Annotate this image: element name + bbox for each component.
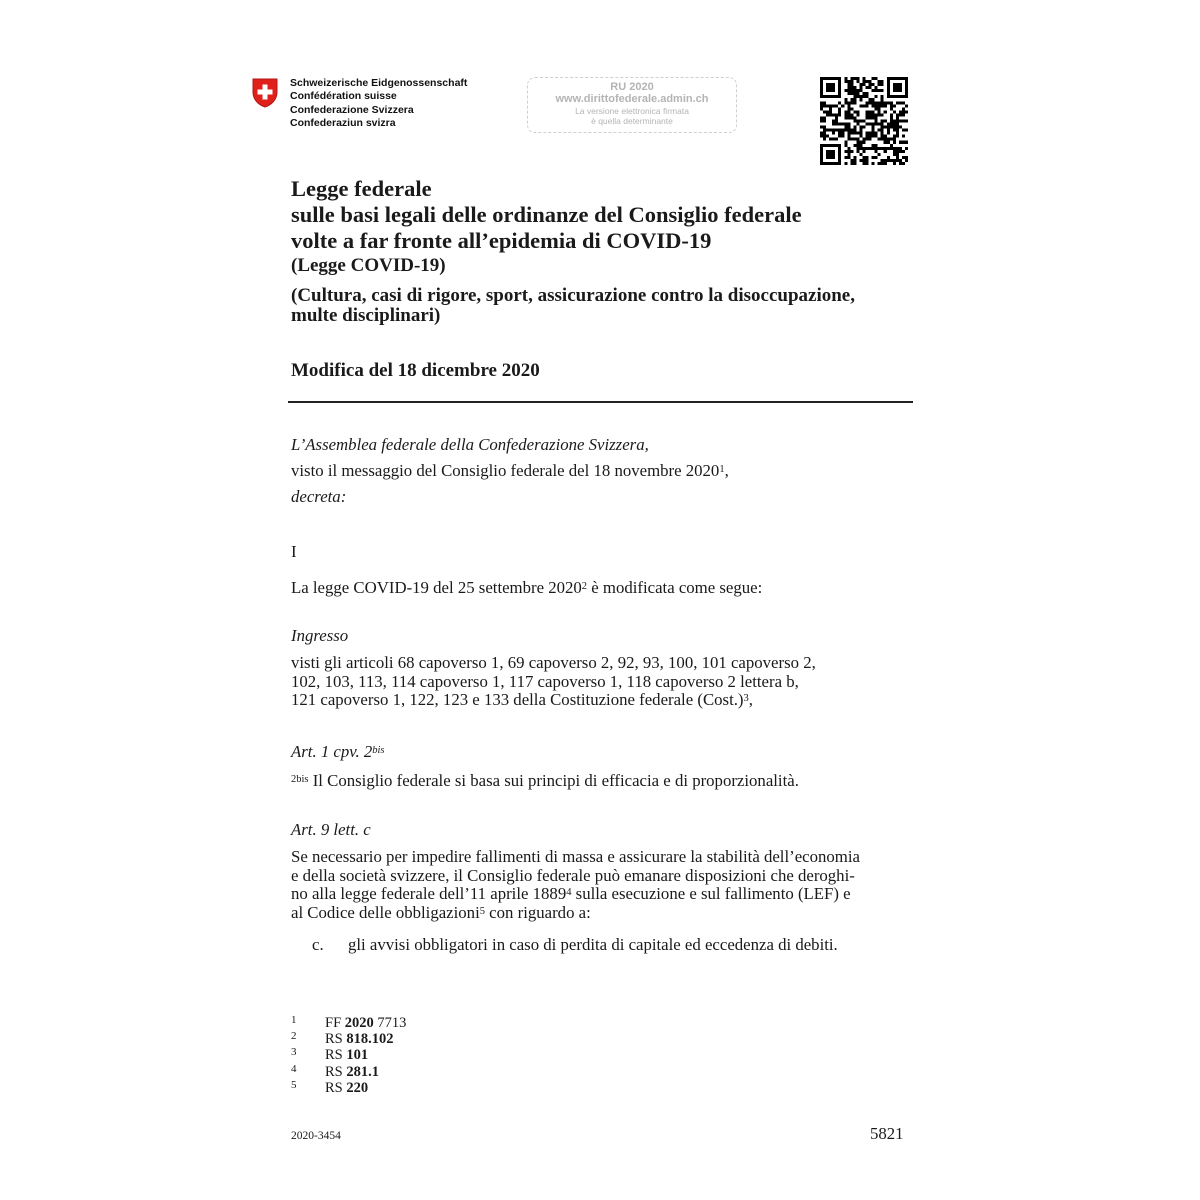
message-tail: , xyxy=(724,461,729,480)
footnote-text xyxy=(325,1047,368,1063)
footnote-prefix: FF xyxy=(325,1015,345,1031)
confederation-name-fr: Confédération suisse xyxy=(290,90,397,103)
amendment-intro xyxy=(291,577,762,598)
ingresso-paragraph xyxy=(291,654,911,710)
confederation-name-rm: Confederaziun svizra xyxy=(290,117,396,130)
confederation-name-it: Confederazione Svizzera xyxy=(290,103,414,116)
footnote-prefix: RS xyxy=(325,1047,347,1064)
qr-code-icon xyxy=(820,77,908,165)
stamp-note-line2: è quella determinante xyxy=(591,116,673,126)
footnote-number: 5 xyxy=(291,1078,297,1091)
footnote-ref: 3 xyxy=(743,693,749,705)
footnote-number: 4 xyxy=(291,1062,297,1075)
message-line xyxy=(291,460,729,481)
footnote-bold: 101 xyxy=(346,1047,369,1064)
article-9-line4-text: al Codice delle obbligazioni xyxy=(291,902,480,922)
footnote-suffix: 7713 xyxy=(373,1015,407,1031)
article-1-heading-text: Art. 1 cpv. 2 xyxy=(291,742,373,761)
footnote-text xyxy=(325,1064,379,1080)
ingresso-line xyxy=(291,691,911,710)
article-9-line: Se necessario per impedire fallimenti di massa e assicurare la stabilità dell’economia xyxy=(291,847,860,866)
intro-tail: è modificata come segue: xyxy=(587,578,763,597)
footnote-ref: 1 xyxy=(719,464,725,475)
title-line: volte a far fronte all’epidemia di COVID-19 xyxy=(291,228,712,253)
ingresso-heading: Ingresso xyxy=(291,626,349,645)
footnote-ref: 4 xyxy=(566,887,572,899)
decree-line: decreta: xyxy=(291,487,347,506)
footnote-prefix: RS xyxy=(325,1079,347,1096)
footnote-bold: 220 xyxy=(346,1079,369,1096)
ingresso-line: visti gli articoli 68 capoverso 1, 69 capoverso 2, 92, 93, 100, 101 capoverso 2, xyxy=(291,653,816,672)
modification-date: Modifica del 18 dicembre 2020 xyxy=(291,360,540,381)
amendment-subject xyxy=(291,286,855,326)
article-1-heading xyxy=(291,741,385,762)
article-9-line xyxy=(291,885,911,904)
confederation-name-block xyxy=(290,77,467,131)
page-number: 5821 xyxy=(870,1124,904,1143)
footnote-number: 1 xyxy=(291,1014,297,1026)
title-line: Legge federale xyxy=(291,176,432,201)
footnote-bold: 281.1 xyxy=(346,1063,379,1080)
article-9-line3-tail: sulla esecuzione e sul fallimento (LEF) e xyxy=(571,884,851,904)
subject-line: (Cultura, casi di rigore, sport, assicurazione contro la disoccupazione, xyxy=(291,285,855,306)
stamp-website: www.dirittofederale.admin.ch xyxy=(555,93,709,105)
footnote-bold: 2020 xyxy=(344,1015,374,1031)
ingresso-line: 102, 103, 113, 114 capoverso 1, 117 capoverso 1, 118 capoverso 2 lettera b, xyxy=(291,671,799,691)
message-text: visto il messaggio del Consiglio federale del 18 novembre 2020 xyxy=(291,461,720,480)
article-1-text: Il Consiglio federale si basa sui principi di efficacia e di proporzionalità. xyxy=(308,771,799,790)
footnote-number: 3 xyxy=(291,1046,297,1059)
list-item-text: gli avvisi obbligatori in caso di perdita di capitale ed eccedenza di debiti. xyxy=(348,935,838,954)
swiss-cross-icon xyxy=(252,78,278,108)
article-9-line xyxy=(291,904,911,923)
confederation-name-de: Schweizerische Eidgenossenschaft xyxy=(290,77,468,89)
article-9-line3-text: no alla legge federale dell’11 aprile 1889 xyxy=(291,884,567,904)
footnote-text xyxy=(325,1015,406,1031)
stamp-collection: RU 2020 xyxy=(610,81,654,93)
section-numeral: I xyxy=(291,542,297,561)
article-1-paragraph xyxy=(291,770,799,791)
ingresso-last-tail: , xyxy=(748,690,753,710)
paragraph-number: 2bis xyxy=(291,774,309,785)
divider xyxy=(288,401,913,403)
ingresso-last-text: 121 capoverso 1, 122, 123 e 133 della Costituzione federale (Cost.) xyxy=(291,690,744,710)
footnote-prefix: RS xyxy=(325,1063,347,1080)
footnote-prefix: RS xyxy=(325,1031,347,1048)
article-9-paragraph xyxy=(291,848,911,922)
footnote-ref: 5 xyxy=(479,905,485,917)
footnote-bold: 818.102 xyxy=(346,1031,394,1048)
intro-text: La legge COVID-19 del 25 settembre 2020 xyxy=(291,578,582,597)
official-publication-stamp xyxy=(527,77,737,133)
footnote-text xyxy=(325,1031,394,1047)
footnote-ref: 2 xyxy=(581,581,588,592)
stamp-note-line1: La versione elettronica firmata xyxy=(575,106,689,116)
list-item-letter: c. xyxy=(312,935,324,954)
footnote-text xyxy=(325,1080,368,1096)
law-title xyxy=(291,176,802,254)
subject-line: multe disciplinari) xyxy=(291,305,441,326)
article-9-line4-tail: con riguardo a: xyxy=(484,902,591,922)
article-1-heading-sup: bis xyxy=(372,745,385,756)
article-9-line: e della società svizzere, il Consiglio federale può emanare disposizioni che deroghi- xyxy=(291,865,855,885)
assembly-line: L’Assemblea federale della Confederazione Svizzera, xyxy=(291,435,649,454)
title-line: sulle basi legali delle ordinanze del Consiglio federale xyxy=(291,202,802,227)
footnote-number: 2 xyxy=(291,1030,297,1043)
short-title: (Legge COVID-19) xyxy=(291,255,446,276)
document-id: 2020-3454 xyxy=(291,1130,341,1142)
article-9-heading: Art. 9 lett. c xyxy=(291,820,371,839)
